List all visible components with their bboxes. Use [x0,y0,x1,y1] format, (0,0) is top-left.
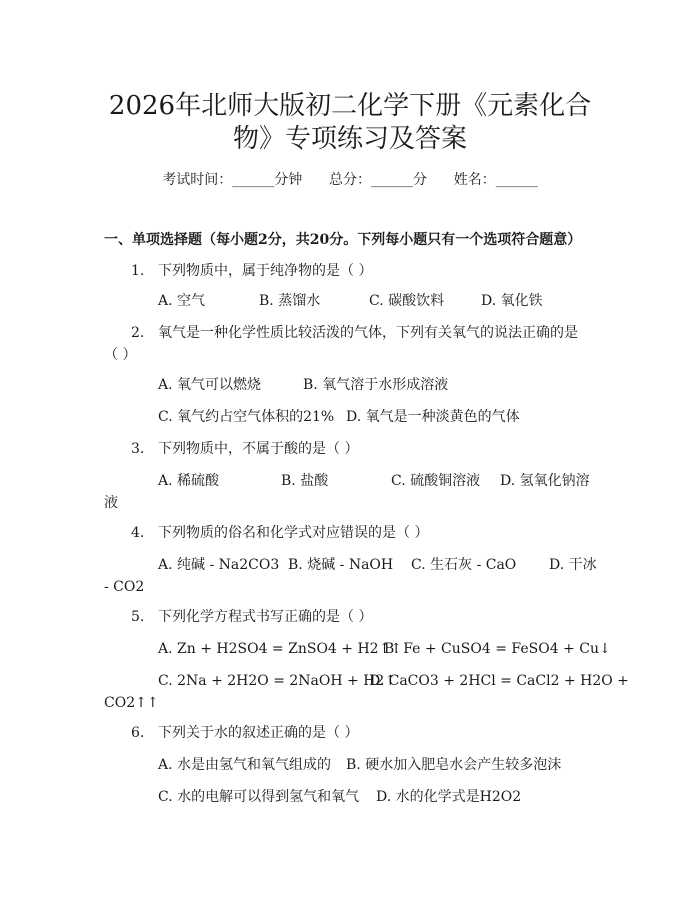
question-number: 1. [131,263,145,279]
option-d-continuation: CO2↑↑ [104,695,159,711]
option-d: D. 氧化铁 [481,293,543,309]
option-c: C. 生石灰 - CaO [411,557,517,573]
question-stem-continuation: （ ） [104,347,137,363]
option-a: A. Zn + H2SO4 = ZnSO4 + H2↑↑ [158,641,403,657]
question-stem: 下列关于水的叙述正确的是（ ） [158,725,359,741]
option-c: C. 碳酸饮料 [369,293,445,309]
option-c: C. 水的电解可以得到氢气和氧气 [158,789,360,805]
option-a: A. 稀硫酸 [158,473,220,489]
question-number: 3. [131,441,145,457]
question-number: 4. [131,525,145,541]
option-b: B. 氧气溶于水形成溶液 [303,377,449,393]
option-d: D. 干冰 [549,557,597,573]
question-stem: 下列化学方程式书写正确的是（ ） [158,609,373,625]
option-b: B. 蒸馏水 [259,293,321,309]
option-d-continuation: 液 [104,495,118,511]
question-stem: 氧气是一种化学性质比较活泼的气体，下列有关氧气的说法正确的是 [158,325,578,341]
section-heading-single-choice: 一、单项选择题（每小题2分，共20分。下列每小题只有一个选项符合题意） [104,232,582,248]
document-title-line-2: 物》专项练习及答案 [232,124,467,154]
exam-meta-info: 考试时间：______分钟 总分：______分 姓名：______ [162,172,538,188]
option-d: D. 水的化学式是H2O2 [376,789,522,805]
document-title-line-1: 2026年北师大版初二化学下册《元素化合 [108,91,592,121]
option-c: C. 2Na + 2H2O = 2NaOH + H2↑ [158,673,397,689]
option-d: D. 氢氧化钠溶 [500,473,590,489]
option-a: A. 氧气可以燃烧 [158,377,262,393]
option-d-continuation: - CO2 [104,579,145,595]
option-a: A. 纯碱 - Na2CO3 [158,557,280,573]
option-a: A. 空气 [158,293,206,309]
option-c: C. 硫酸铜溶液 [391,473,481,489]
option-d: D. 氧气是一种淡黄色的气体 [346,409,520,425]
option-b: B. 烧碱 - NaOH [288,557,394,573]
option-a: A. 水是由氢气和氧气组成的 [158,757,332,773]
question-stem: 下列物质中，不属于酸的是（ ） [158,441,359,457]
question-stem: 下列物质的俗名和化学式对应错误的是（ ） [158,525,429,541]
option-c: C. 氧气约占空气体积的21% [158,409,335,425]
question-number: 2. [131,325,145,341]
option-d: D. CaCO3 + 2HCl = CaCl2 + H2O + [369,673,629,689]
option-b: B. 硬水加入肥皂水会产生较多泡沫 [346,757,562,773]
option-b: B. 盐酸 [281,473,329,489]
question-number: 5. [131,609,145,625]
question-number: 6. [131,725,145,741]
option-b: B. Fe + CuSO4 = FeSO4 + Cu↓ [384,641,611,657]
question-stem: 下列物质中，属于纯净物的是（ ） [158,263,373,279]
